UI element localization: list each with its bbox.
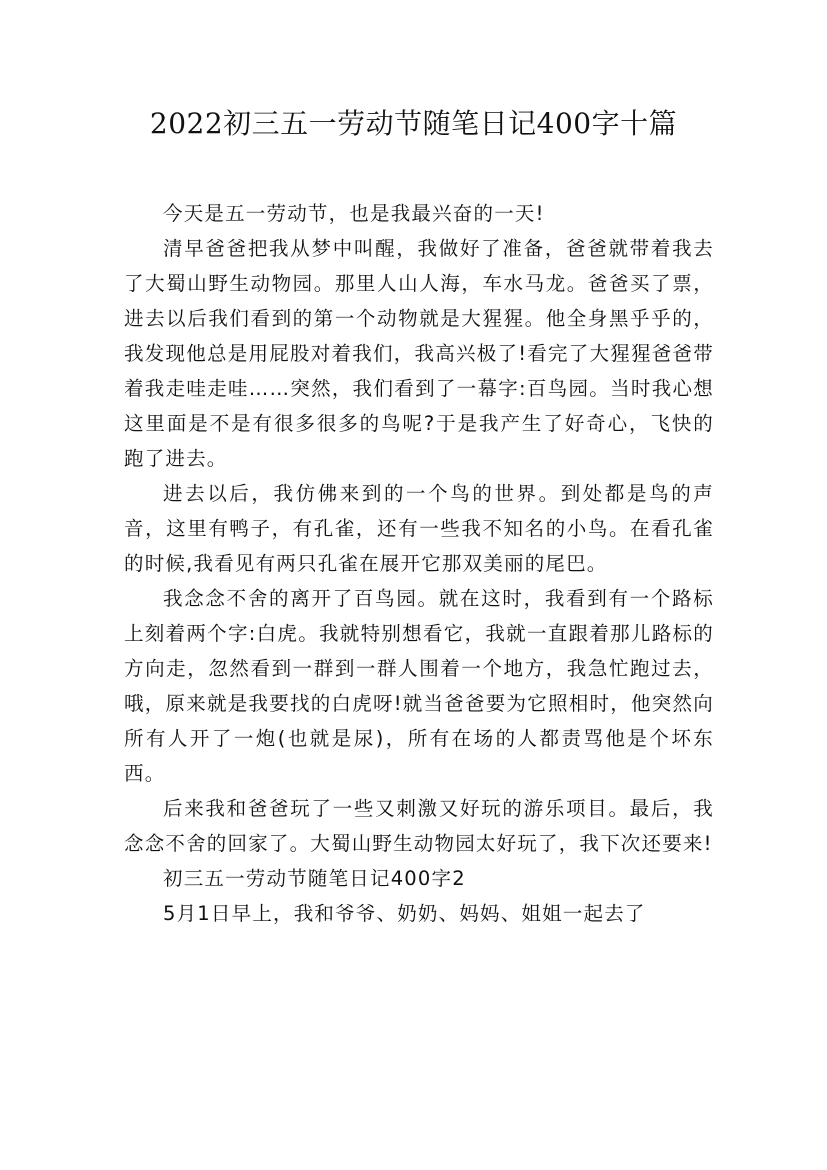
paragraph-2: 清早爸爸把我从梦中叫醒，我做好了准备，爸爸就带着我去了大蜀山野生动物园。那里人山人海，车水马龙。爸爸买了票，进去以后我们看到的第一个动物就是大猩猩。他全身黑乎乎的，我发现他总是用屁股对着我们，我高兴极了!看完了大猩猩爸爸带着我走哇走哇……突然，我们看到了一幕字:百鸟园。当时我心想这里面是不是有很多很多的鸟呢?于是我产生了好奇心，飞快的跑了进去。 (124, 237, 714, 470)
paragraph-5: 后来我和爸爸玩了一些又刺激又好玩的游乐项目。最后，我念念不舍的回家了。大蜀山野生动物园太好玩了，我下次还要来! (124, 797, 714, 855)
section-heading-2: 初三五一劳动节随笔日记400字2 (163, 867, 466, 890)
paragraph-3: 进去以后，我仿佛来到的一个鸟的世界。到处都是鸟的声音，这里有鸭子，有孔雀，还有一些我不知名的小鸟。在看孔雀的时候,我看见有两只孔雀在展开它那双美丽的尾巴。 (124, 482, 714, 575)
paragraph-6: 5月1日早上，我和爷爷、奶奶、妈妈、姐姐一起去了 (163, 902, 646, 925)
document-body (124, 196, 714, 931)
paragraph-4: 我念念不舍的离开了百鸟园。就在这时，我看到有一个路标上刻着两个字:白虎。我就特别想看它，我就一直跟着那儿路标的方向走，忽然看到一群到一群人围着一个地方，我急忙跑过去，哦，原来就是我要找的白虎呀!就当爸爸要为它照相时，他突然向所有人开了一炮(也就是尿)，所有在场的人都责骂他是个坏东西。 (124, 587, 714, 785)
paragraph-1: 今天是五一劳动节，也是我最兴奋的一天! (163, 202, 545, 225)
document-title: 2022初三五一劳动节随笔日记400字十篇 (149, 107, 678, 140)
